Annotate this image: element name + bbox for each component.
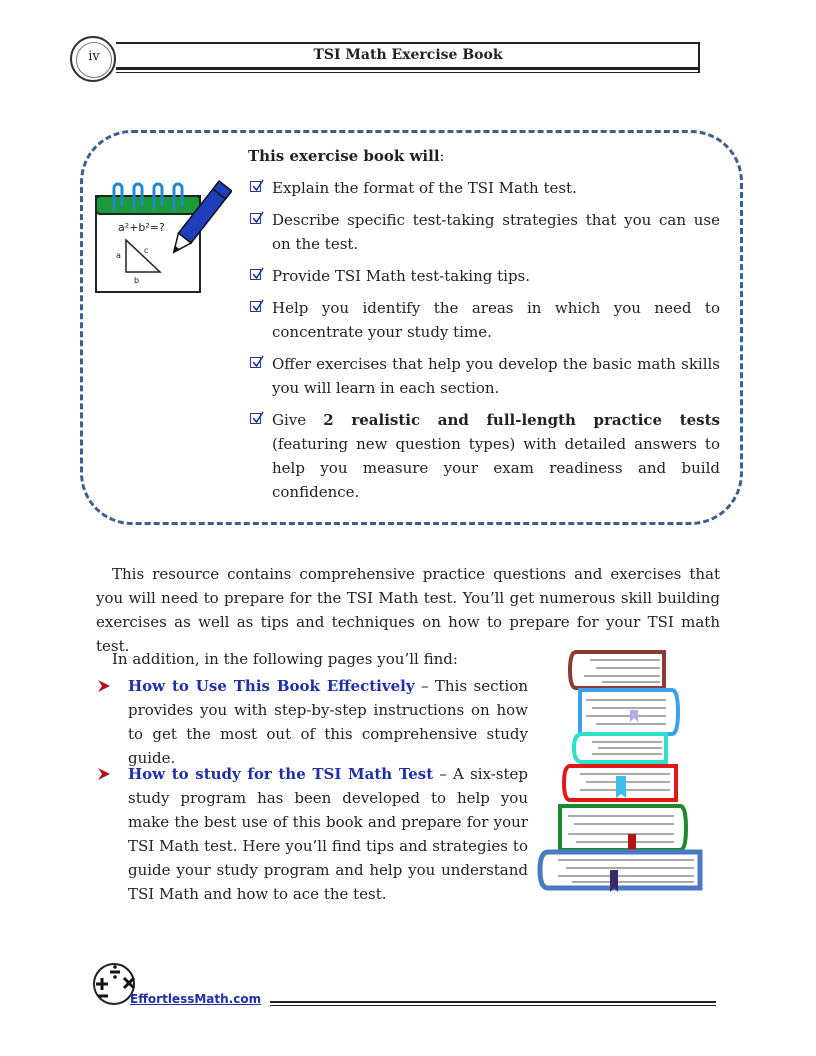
checkbox-checked-icon [250,301,261,312]
notebook-pencil-icon [92,176,232,296]
triangle-label-b: b [134,276,140,285]
triangle-label-a: a [116,251,121,260]
checkbox-checked-icon [250,357,261,368]
list-item: Describe specific test-taking strategies that you can use on the test. [248,208,720,256]
footer-rule [270,1001,716,1003]
formula-label: a²+b²=? [118,221,165,234]
list-item: Explain the format of the TSI Math test. [248,176,720,200]
header-rule-end [698,42,700,73]
list-item: How to study for the TSI Math Test – A six-step study program has been developed to help you make the best use of this book and prepare for your TSI Math test. Here you’ll find tips and strategies to guide your study program and help you understand TSI Math and how to ace the test. [96,762,528,906]
checkbox-checked-icon [250,413,261,424]
running-head: TSI Math Exercise Book [313,47,503,63]
arrow-bullet-icon [96,766,112,782]
arrow-bullet-icon [96,678,112,694]
header-rule-bottom-thin [116,72,700,73]
list-item: How to Use This Book Effectively – This section provides you with step-by-step instructions on how to get the most out of this comprehensive study guide. [96,674,528,770]
feature-list [248,176,720,512]
checkbox-checked-icon [250,269,261,280]
list-item: Help you identify the areas in which you need to concentrate your study time. [248,296,720,344]
header-rule-top [116,42,700,44]
intro-paragraph: This resource contains comprehensive practice questions and exercises that you will need to prepare for the TSI Math test. You’ll get numerous skill building exercises as well as tips and techniques on how to prepare for your TSI math test. [96,565,720,655]
book-stack-icon [536,648,706,894]
footer-rule-thin [270,1005,716,1006]
list-item: Give 2 realistic and full-length practice tests (featuring new question types) with detailed answers to help you measure your exam readiness and build confidence. [248,408,720,504]
list-item: Offer exercises that help you develop the basic math skills you will learn in each section. [248,352,720,400]
list-item: Provide TSI Math test-taking tips. [248,264,720,288]
box-heading: This exercise book will: [248,147,445,165]
intro-line: In addition, in the following pages you’ll find: [112,650,458,668]
footer-website-link[interactable]: EffortlessMath.com [130,992,262,1006]
checkbox-checked-icon [250,181,261,192]
checkbox-checked-icon [250,213,261,224]
triangle-label-c: c [144,246,149,255]
header-rule-bottom [116,67,700,70]
page-number: iv [88,49,100,64]
